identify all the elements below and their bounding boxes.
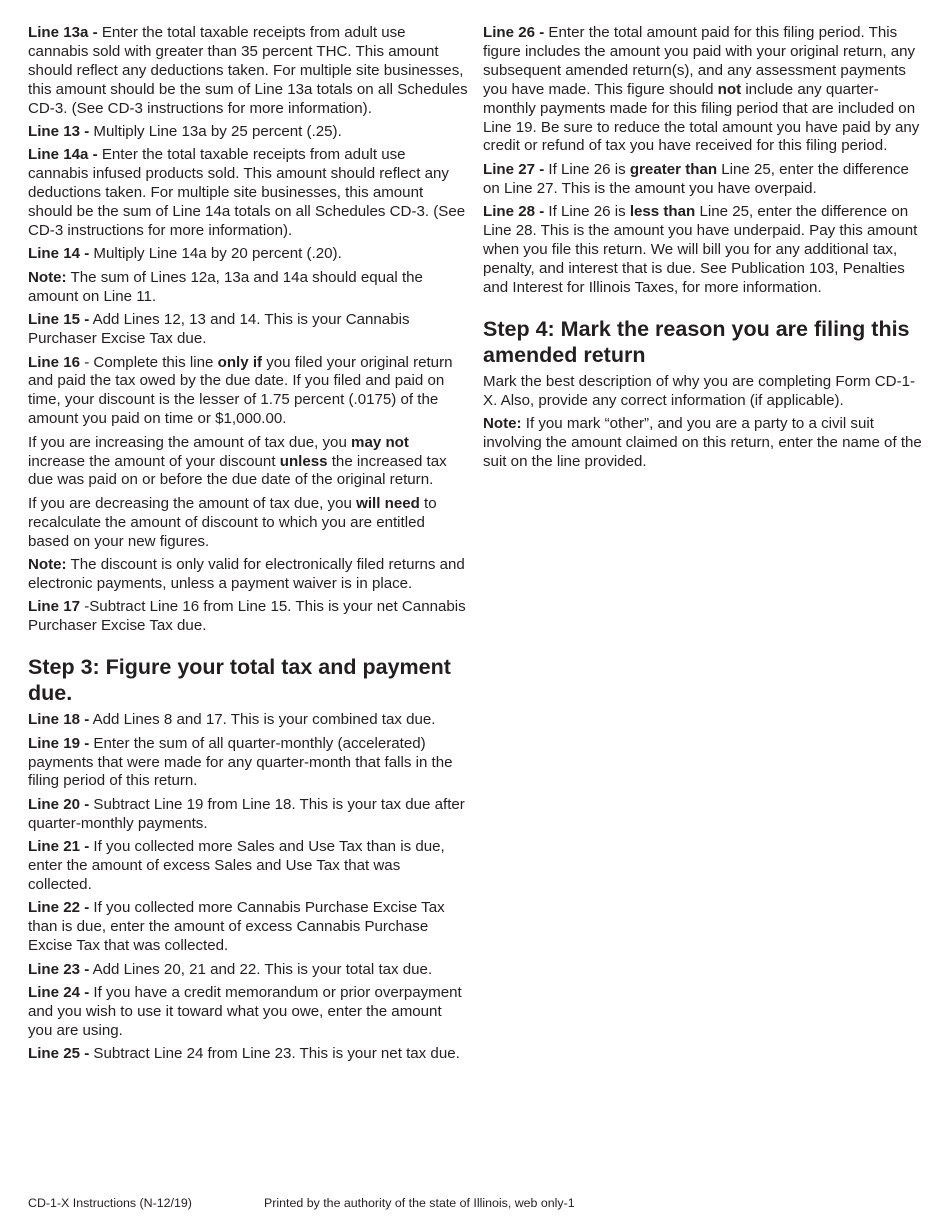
line-18-paragraph: Line 18 - Add Lines 8 and 17. This is your combined tax due. [28, 711, 436, 729]
step-4-description-paragraph: Mark the best description of why you are completing Form CD-1-X. Also, provide any correct information (if applicable). [483, 372, 916, 409]
line-25-paragraph: Line 25 - Subtract Line 24 from Line 23. This is your net tax due. [28, 1045, 460, 1063]
line-23-paragraph: Line 23 - Add Lines 20, 21 and 22. This is your total tax due. [28, 960, 433, 978]
line-14a-paragraph: Line 14a - Enter the total taxable receipts from adult use cannabis infused products sold. This amount should reflect any deductions taken. For multiple site businesses, this amount should be the sum of Line 14a totals on all Schedules CD-3. (See CD-3 instructions for more information). [28, 146, 466, 240]
line-28-paragraph: Line 28 - If Line 26 is less than Line 25, enter the difference on Line 28. This is the amount you have underpaid. Pay this amount when you file this return. We will bill you for any additional tax, penalty, and interest that is due. See Publication 103, Penalties and Interest for Illinois Taxes, for more information. [483, 203, 918, 296]
note-discount-paragraph: Note: The discount is only valid for electronically filed returns and electronic payments, unless a payment waiver is in place. [28, 556, 465, 592]
line-21-paragraph: Line 21 - If you collected more Sales and Use Tax than is due, enter the amount of excess Sales and Use Tax that was collected. [28, 838, 445, 893]
left-column [28, 24, 468, 1069]
increasing-tax-paragraph: If you are increasing the amount of tax due, you may not increase the amount of your discount unless the increased tax due was paid on or before the due date of the original return. [28, 433, 447, 489]
footer-form-id: CD-1-X Instructions (N-12/19) [28, 1196, 192, 1210]
note-sum-lines-paragraph: Note: The sum of Lines 12a, 13a and 14a should equal the amount on Line 11. [28, 268, 423, 305]
note-civil-suit-paragraph: Note: If you mark “other”, and you are a party to a civil suit involving the amount claimed on this return, enter the name of the suit on the line provided. [483, 415, 922, 470]
line-13a-paragraph: Line 13a - Enter the total taxable receipts from adult use cannabis sold with greater than 35 percent THC. This amount should reflect any deductions taken. For multiple site businesses, this amount should be the sum of Line 13a totals on all Schedules CD-3. (See CD-3 instructions for more information). [28, 24, 468, 117]
line-20-paragraph: Line 20 - Subtract Line 19 from Line 18. This is your tax due after quarter-monthly payments. [28, 795, 465, 832]
step-4-heading: Step 4: Mark the reason you are filing this amended return [483, 316, 910, 367]
step-3-heading: Step 3: Figure your total tax and payment due. [28, 655, 451, 706]
footer-printed-by: Printed by the authority of the state of Illinois, web only-1 [264, 1196, 575, 1210]
line-17-paragraph: Line 17 -Subtract Line 16 from Line 15. This is your net Cannabis Purchaser Excise Tax due. [28, 598, 466, 635]
right-column [483, 24, 923, 476]
line-24-paragraph: Line 24 - If you have a credit memorandum or prior overpayment and you wish to use it toward what you owe, enter the amount you are using. [28, 983, 462, 1039]
decreasing-tax-paragraph: If you are decreasing the amount of tax due, you will need to recalculate the amount of discount to which you are entitled based on your new figures. [28, 494, 437, 550]
line-13-paragraph: Line 13 - Multiply Line 13a by 25 percent (.25). [28, 123, 342, 141]
line-15-paragraph: Line 15 - Add Lines 12, 13 and 14. This is your Cannabis Purchaser Excise Tax due. [28, 311, 410, 348]
line-19-paragraph: Line 19 - Enter the sum of all quarter-monthly (accelerated) payments that were made for any quarter-month that falls in the filing period of this return. [28, 734, 453, 790]
line-14-paragraph: Line 14 - Multiply Line 14a by 20 percent (.20). [28, 245, 342, 263]
line-22-paragraph: Line 22 - If you collected more Cannabis Purchase Excise Tax than is due, enter the amount of excess Cannabis Purchase Excise Tax that was collected. [28, 899, 445, 955]
line-26-paragraph: Line 26 - Enter the total amount paid for this filing period. This figure includes the amount you paid with your original return, any subsequent amended return(s), and any assessment payments you have made. This figure should not include any quarter-monthly payments made for this filing period that are included on Line 19. Be sure to reduce the total amount you have paid by any credit or refund of tax you have received for this filing period. [483, 24, 920, 155]
line-27-paragraph: Line 27 - If Line 26 is greater than Line 25, enter the difference on Line 27. This is the amount you have overpaid. [483, 160, 909, 197]
line-16-paragraph: Line 16 - Complete this line only if you filed your original return and paid the tax owed by the due date. If you filed and paid on time, your discount is the lesser of 1.75 percent (.0175) of the amount you paid on time or $1,000.00. [28, 353, 453, 428]
